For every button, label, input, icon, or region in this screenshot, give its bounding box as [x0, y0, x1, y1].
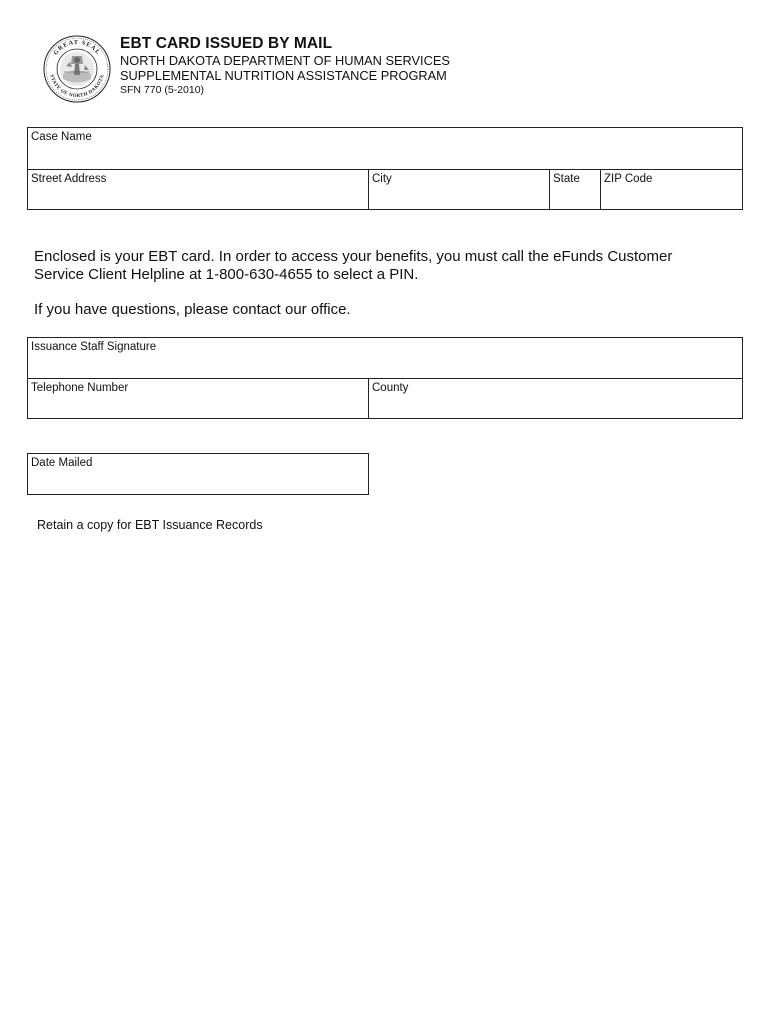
zip-code-label: ZIP Code	[604, 173, 653, 185]
county-field[interactable]	[368, 379, 742, 418]
message-line-1: Enclosed is your EBT card. In order to access your benefits, you must call the eFunds Customer	[34, 248, 673, 265]
program-name: SUPPLEMENTAL NUTRITION ASSISTANCE PROGRAM	[120, 68, 447, 83]
street-address-label: Street Address	[31, 173, 107, 185]
telephone-number-field[interactable]	[28, 379, 368, 418]
date-mailed-label: Date Mailed	[31, 457, 93, 469]
retain-copy-note: Retain a copy for EBT Issuance Records	[37, 518, 263, 532]
seal-top-text: GREAT SEAL	[52, 38, 102, 57]
telephone-number-label: Telephone Number	[31, 382, 129, 394]
form-header	[120, 35, 450, 97]
address-box	[27, 127, 743, 210]
case-name-label: Case Name	[31, 131, 92, 143]
message-line-3: If you have questions, please contact our office.	[34, 301, 351, 318]
state-label: State	[553, 173, 580, 185]
form-number: SFN 770 (5-2010)	[120, 84, 205, 96]
city-label: City	[372, 173, 392, 185]
message-line-2: Service Client Helpline at 1-800-630-4655 to select a PIN.	[34, 266, 419, 283]
state-field[interactable]	[549, 170, 600, 209]
county-label: County	[372, 382, 409, 394]
date-mailed-field[interactable]	[27, 453, 369, 495]
staff-box	[27, 337, 743, 419]
case-name-field[interactable]	[28, 128, 742, 169]
department-name: NORTH DAKOTA DEPARTMENT OF HUMAN SERVICES	[120, 53, 450, 68]
issuance-staff-signature-label: Issuance Staff Signature	[31, 341, 157, 353]
street-address-field[interactable]	[28, 170, 368, 209]
great-seal-of-north-dakota-icon	[42, 34, 112, 104]
city-field[interactable]	[368, 170, 549, 209]
issuance-staff-signature-field[interactable]	[28, 338, 742, 378]
form-title: EBT CARD ISSUED BY MAIL	[120, 35, 333, 52]
zip-code-field[interactable]	[600, 170, 742, 209]
seal-bottom-text: STATE OF NORTH DAKOTA	[48, 74, 106, 100]
